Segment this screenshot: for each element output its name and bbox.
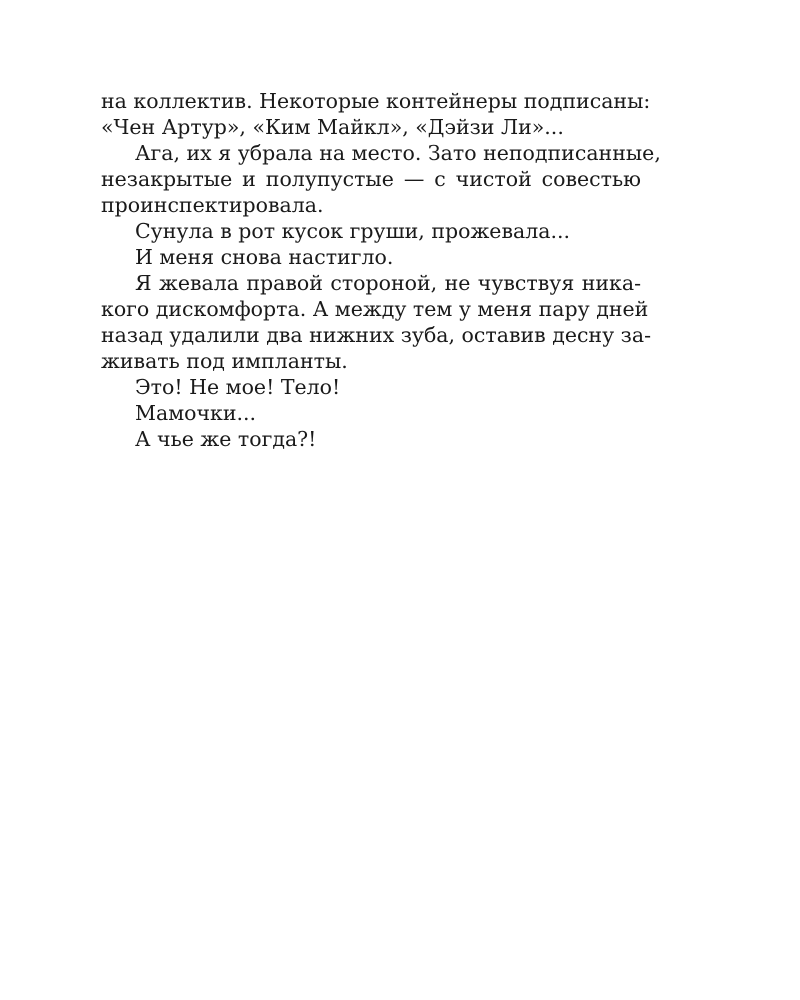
text-line: незакрытые и полупустые — с чистой совестью [101, 167, 641, 191]
text-line: проинспектировала. [101, 193, 324, 217]
text-line: назад удалили два нижних зуба, оставив десну за- [101, 323, 652, 347]
paragraph-start-line: Сунула в рот кусок груши, прожевала... [135, 219, 570, 243]
text-line: «Чен Артур», «Ким Майкл», «Дэйзи Ли»... [101, 115, 564, 139]
body-text [101, 88, 661, 452]
paragraph-start-line: А чье же тогда?! [135, 427, 317, 451]
text-line: живать под импланты. [101, 349, 348, 373]
paragraph-start-line: Это! Не мое! Тело! [135, 375, 341, 399]
text-line: на коллектив. Некоторые контейнеры подписаны: [101, 89, 651, 113]
text-line: кого дискомфорта. А между тем у меня пару дней [101, 297, 649, 321]
paragraph-start-line: Ага, их я убрала на место. Зато неподписанные, [135, 141, 661, 165]
paragraph-start-line: И меня снова настигло. [135, 245, 394, 269]
paragraph-start-line: Мамочки... [135, 401, 257, 425]
paragraph-start-line: Я жевала правой стороной, не чувствуя ника- [135, 271, 641, 295]
